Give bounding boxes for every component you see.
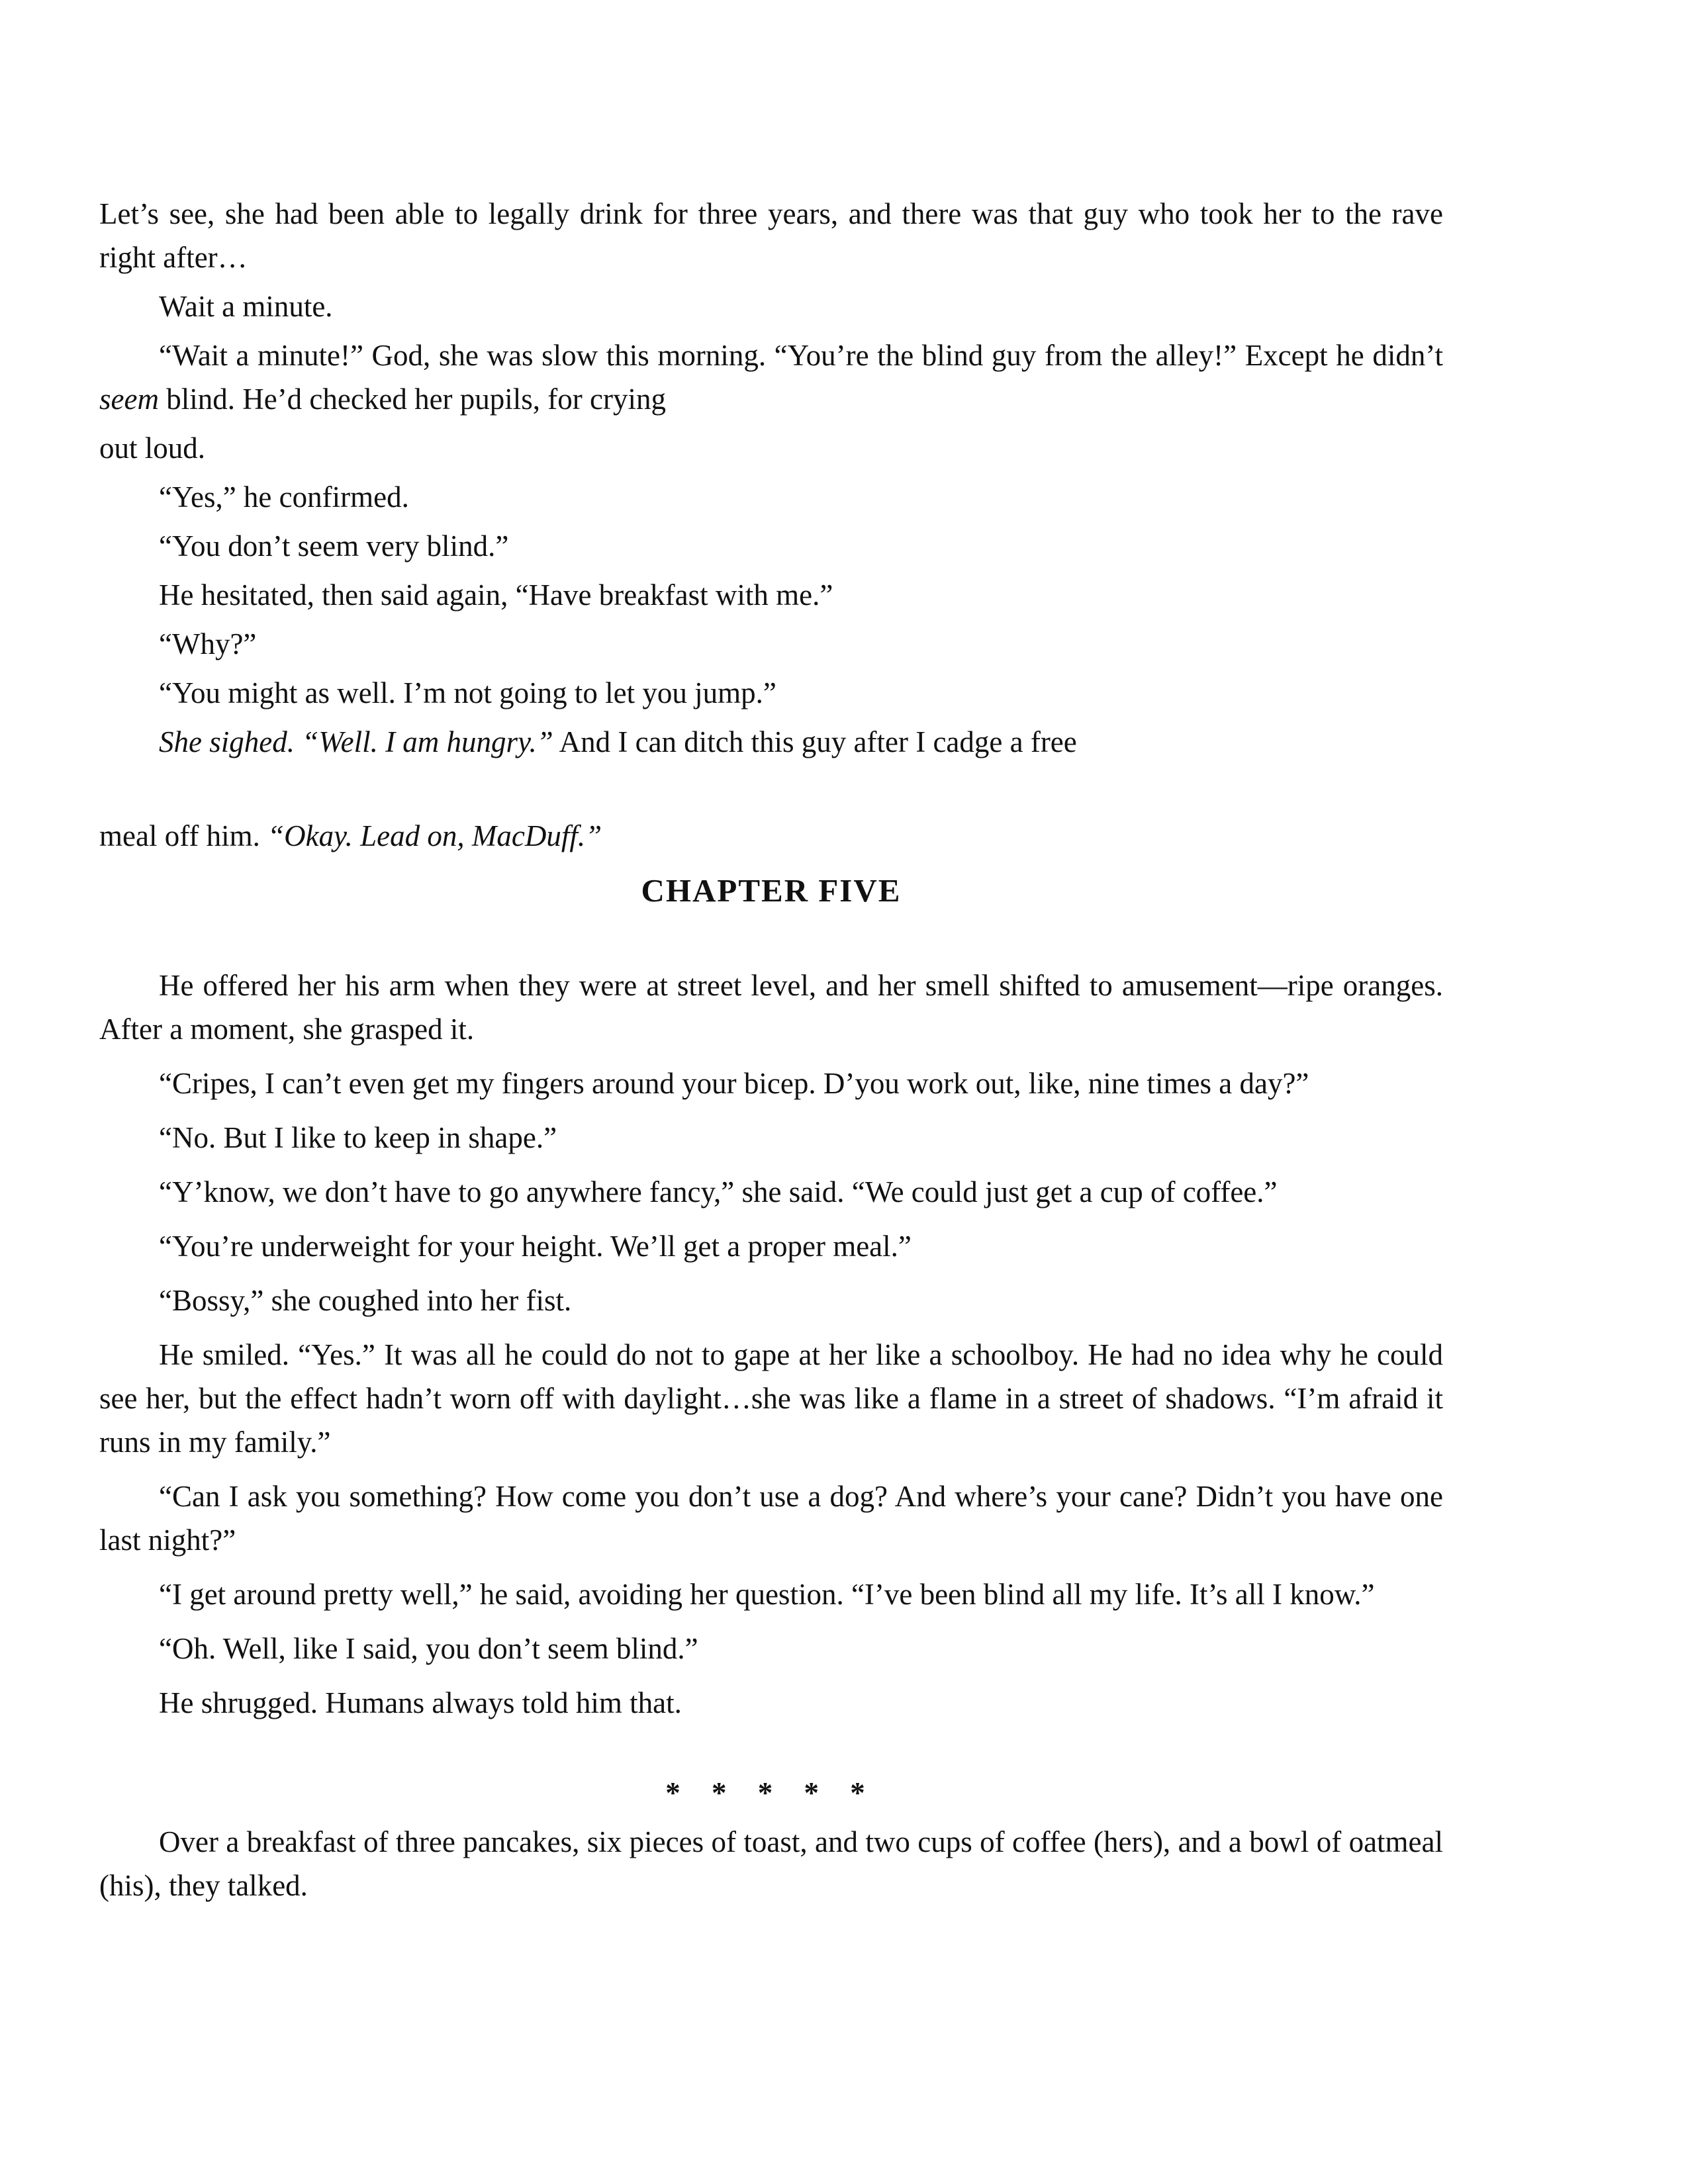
text-run: blind. He’d checked her pupils, for crying [158,383,666,416]
paragraph-street-level: He offered her his arm when they were at street level, and her smell shifted to amusement—ripe oranges. After a moment, she grasped it. [99,969,1443,1046]
emphasis-seem: seem [99,383,159,416]
paragraph-wait: Wait a minute. [159,290,333,323]
paragraph-macduff [99,814,1443,858]
paragraph-dog-cane: “Can I ask you something? How come you don’t use a dog? And where’s your cane? Didn’t you have one last night?” [99,1480,1443,1557]
paragraph-jump: “You might as well. I’m not going to let you jump.” [159,676,776,709]
paragraph-not-blind: “You don’t seem very blind.” [159,529,509,563]
paragraph-opening: Let’s see, she had been able to legally drink for three years, and there was that guy who took her to the rave right after… [99,197,1443,274]
paragraph-shape: “No. But I like to keep in shape.” [159,1121,557,1154]
text-run: And I can ditch this guy after I cadge a free [553,725,1077,758]
paragraph-oh-well: “Oh. Well, like I said, you don’t seem blind.” [159,1632,698,1665]
paragraph-bossy: “Bossy,” she coughed into her fist. [159,1284,572,1317]
paragraph-coffee: “Y’know, we don’t have to go anywhere fancy,” she said. “We could just get a cup of coffee.” [159,1175,1278,1208]
paragraph-out-loud: out loud. [99,432,206,465]
paragraph-get-around: “I get around pretty well,” he said, avoiding her question. “I’ve been blind all my life. It’s all I know.” [159,1578,1375,1611]
text-run: “Wait a minute!” God, she was slow this morning. “You’re the blind guy from the alley!” Except he didn’t [159,339,1443,372]
paragraph-smiled: He smiled. “Yes.” It was all he could do not to gape at her like a schoolboy. He had no idea why he could see her, but the effect hadn’t worn off with daylight…she was like a flame in a street of shadows. “I’m afraid it runs in my family.” [99,1338,1443,1459]
paragraph-shrugged: He shrugged. Humans always told him that. [159,1686,682,1719]
paragraph-underweight: “You’re underweight for your height. We’ll get a proper meal.” [159,1230,912,1263]
paragraph-hesitated: He hesitated, then said again, “Have breakfast with me.” [159,578,833,612]
emphasis-macduff: “Okay. Lead on, MacDuff.” [267,819,602,852]
text-run: meal off him. [99,819,268,852]
scene-break: * * * * * [665,1776,877,1809]
document-page [99,192,1443,1907]
paragraph-bicep: “Cripes, I can’t even get my fingers around your bicep. D’you work out, like, nine times a day?” [159,1067,1309,1100]
paragraph-blind-guy [99,334,1443,421]
paragraph-breakfast: Over a breakfast of three pancakes, six pieces of toast, and two cups of coffee (hers), and a bowl of oatmeal (his), they talked. [99,1825,1443,1902]
paragraph-confirmed: “Yes,” he confirmed. [159,480,409,514]
chapter-gap [99,917,1443,964]
paragraph-hungry [99,720,1443,764]
paragraph-why: “Why?” [159,627,257,660]
chapter-title: CHAPTER FIVE [641,872,902,909]
emphasis-sighed: She sighed. “Well. I am hungry.” [159,725,553,758]
page-gap [99,764,1443,814]
